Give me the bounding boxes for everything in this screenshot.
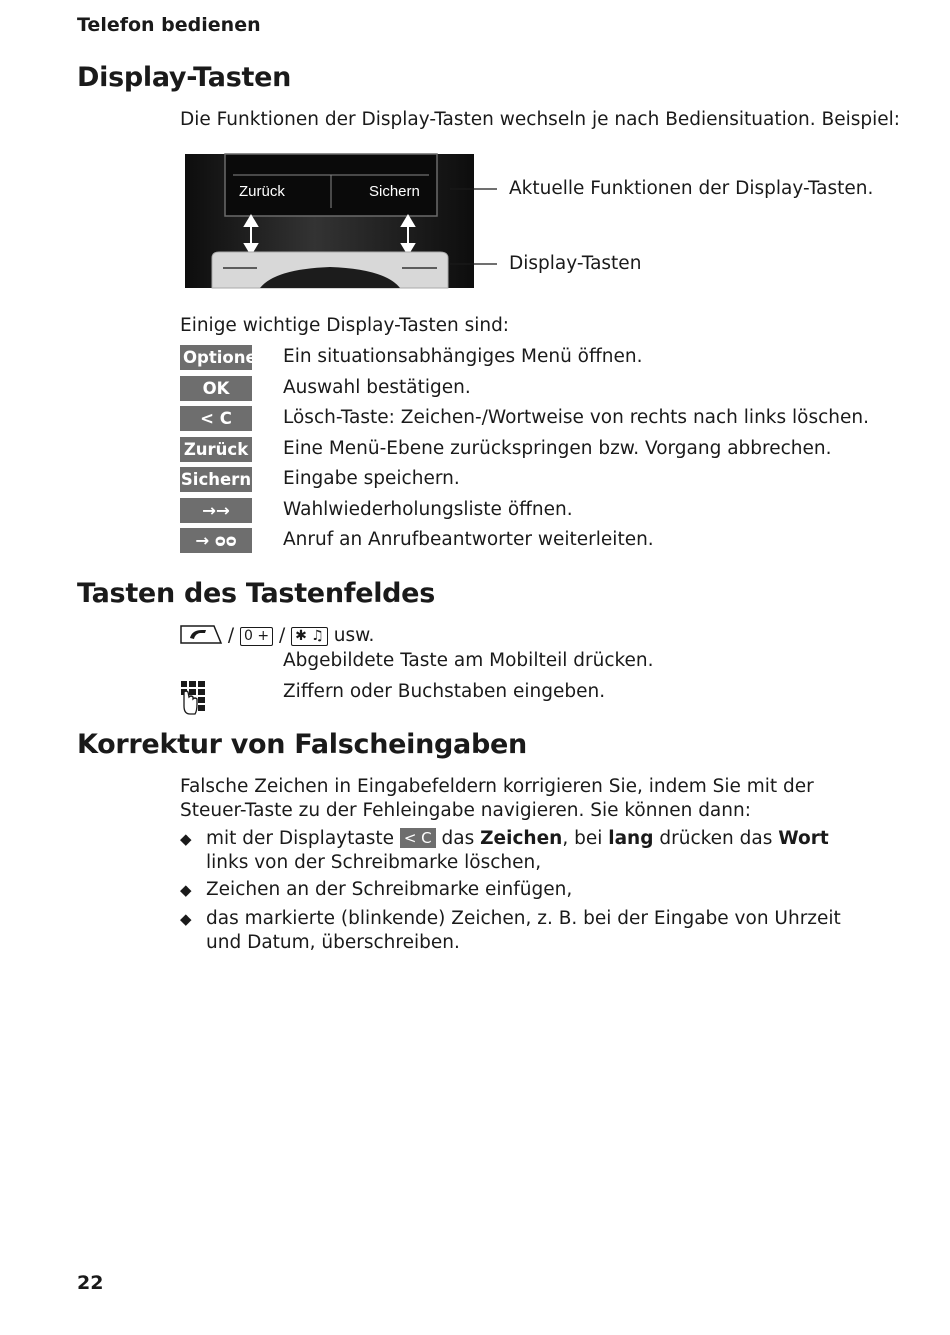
bullet1-text-d: drücken das <box>653 828 779 849</box>
key-redial-desc: Wahlwiederholungsliste öffnen. <box>283 499 573 520</box>
slash-1: / <box>227 625 235 646</box>
bullet1-text-c: , bei <box>562 828 609 849</box>
heading-korrektur: Korrektur von Falscheingaben <box>77 729 527 760</box>
key-answering-machine-desc: Anruf an Anrufbeantworter weiterleiten. <box>283 529 654 550</box>
heading-tastenfeld: Tasten des Tastenfeldes <box>77 578 435 609</box>
bullet-item-1 <box>206 827 876 875</box>
key-zurueck: Zurück <box>180 437 252 462</box>
bullet1-bold-lang: lang <box>608 828 654 849</box>
keypad-keys-line <box>180 624 374 648</box>
phone-display-figure <box>185 154 505 288</box>
slash-2: / <box>279 625 286 646</box>
usw-text: usw. <box>333 625 375 646</box>
page-number: 22 <box>77 1272 104 1294</box>
key-star-bell: ✱ ♫ <box>291 627 328 646</box>
key-delete: < C <box>180 406 252 431</box>
bullet-marker-3: ◆ <box>180 910 192 928</box>
bullet-marker-1: ◆ <box>180 830 192 848</box>
keypad-press-desc: Abgebildete Taste am Mobilteil drücken. <box>283 650 654 671</box>
inline-delete-key: < C <box>400 828 436 848</box>
bullet-item-2: Zeichen an der Schreibmarke einfügen, <box>206 879 573 900</box>
heading-display-tasten: Display-Tasten <box>77 62 292 93</box>
bullet-marker-2: ◆ <box>180 881 192 899</box>
bullet1-text-b: das <box>435 828 481 849</box>
key-optionen-desc: Ein situationsabhängiges Menü öffnen. <box>283 346 643 367</box>
running-head: Telefon bedienen <box>77 14 261 36</box>
key-sichern: Sichern <box>180 467 252 492</box>
talk-key-icon <box>180 625 222 644</box>
bullet1-bold-zeichen: Zeichen <box>480 828 563 849</box>
screen-left-label: Zurück <box>239 183 285 200</box>
callout-display-keys: Display-Tasten <box>509 253 642 274</box>
bullet1-text-a: mit der Displaytaste <box>206 828 400 849</box>
key-answering-machine: → ᴑᴑ <box>180 528 252 553</box>
key-ok: OK <box>180 376 252 401</box>
key-ok-desc: Auswahl bestätigen. <box>283 377 471 398</box>
bullet-item-3: das markierte (blinkende) Zeichen, z. B. bei der Eingabe von Uhrzeit und Datum, überschreiben. <box>206 908 841 953</box>
screen-right-label: Sichern <box>369 183 420 200</box>
korrektur-intro: Falsche Zeichen in Eingabefeldern korrigieren Sie, indem Sie mit der Steuer-Taste zu der Fehleingabe navigieren. Sie können dann: <box>180 776 814 821</box>
key-zero-plus: 0 + <box>240 627 273 646</box>
callout-current-functions: Aktuelle Funktionen der Display-Tasten. <box>509 178 874 199</box>
bullet1-text-e: links von der Schreibmarke löschen, <box>206 852 542 873</box>
bullet1-bold-wort: Wort <box>778 828 829 849</box>
key-optionen: Optionen <box>180 345 252 370</box>
key-sichern-desc: Eingabe speichern. <box>283 468 460 489</box>
display-tasten-intro: Die Funktionen der Display-Tasten wechseln je nach Bediensituation. Beispiel: <box>180 109 901 130</box>
keypad-digits-desc: Ziffern oder Buchstaben eingeben. <box>283 681 606 702</box>
key-delete-desc: Lösch-Taste: Zeichen-/Wortweise von rechts nach links löschen. <box>283 407 870 428</box>
key-redial: →→ <box>180 498 252 523</box>
key-zurueck-desc: Eine Menü-Ebene zurückspringen bzw. Vorgang abbrechen. <box>283 438 832 459</box>
key-list-intro: Einige wichtige Display-Tasten sind: <box>180 315 510 336</box>
keypad-hand-icon <box>180 680 212 716</box>
